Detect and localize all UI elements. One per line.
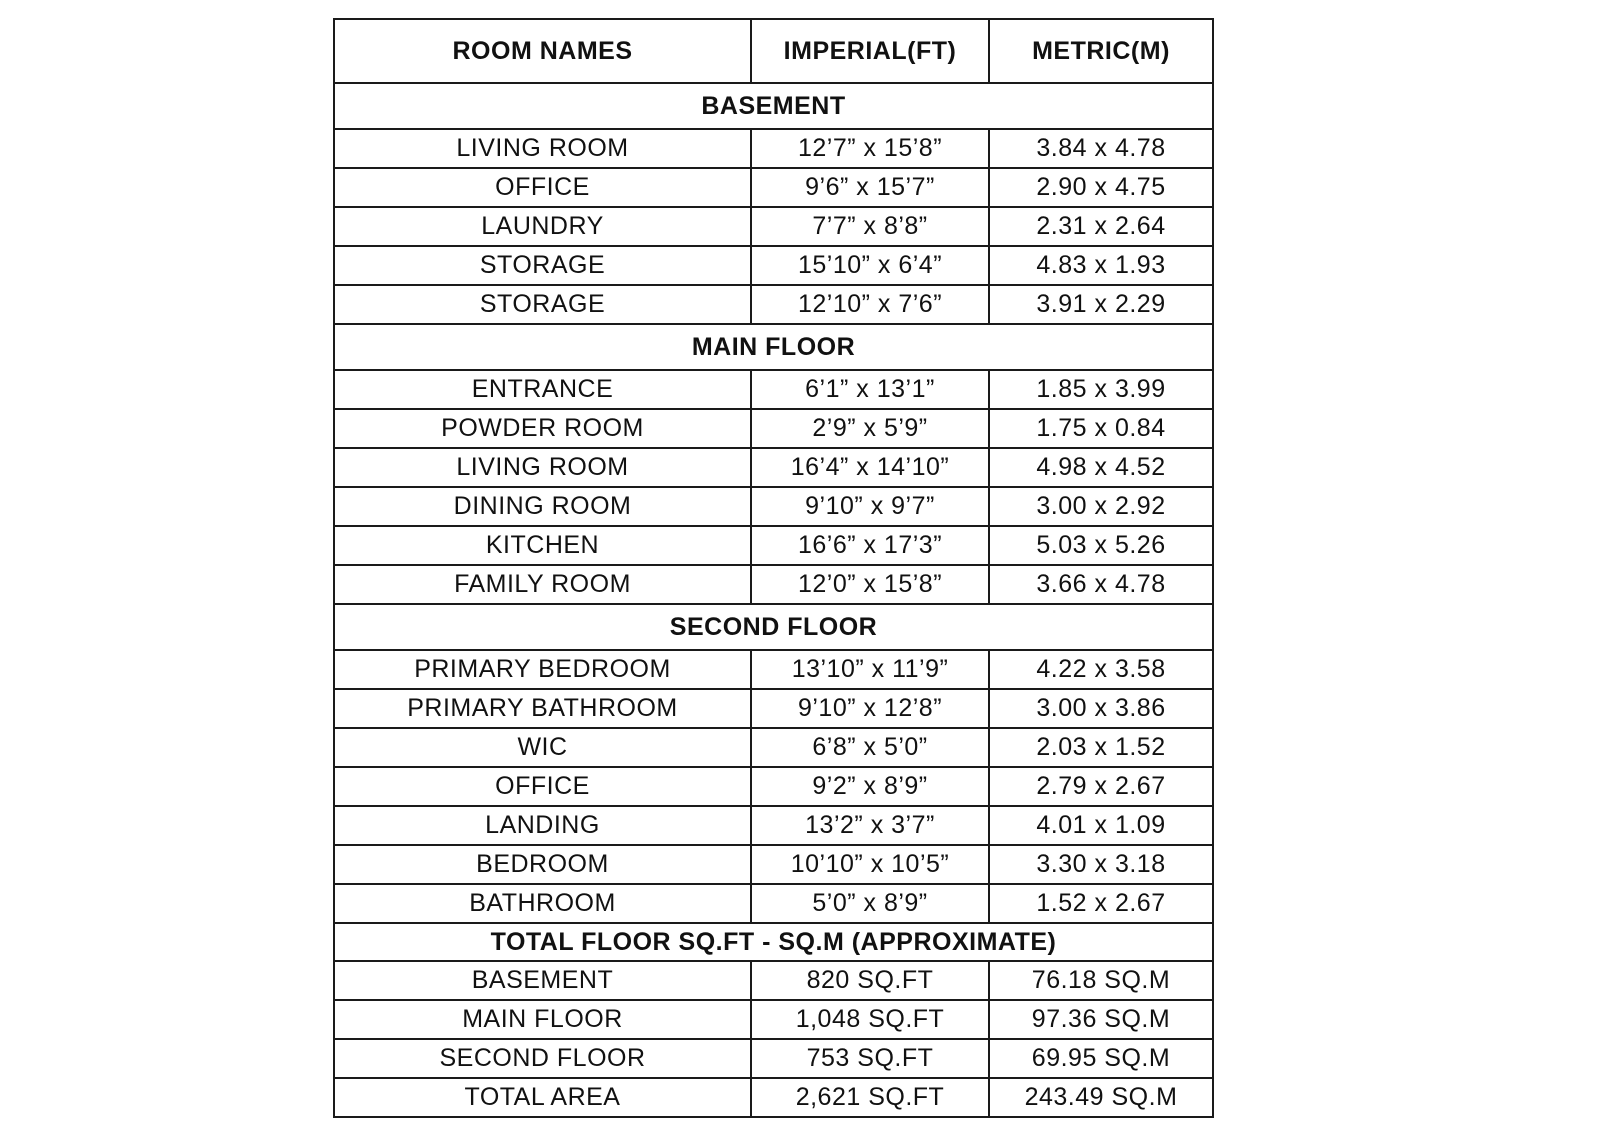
imperial-cell: 16’4” x 14’10” <box>751 448 989 487</box>
room-dimensions-table <box>333 18 1214 1118</box>
room-name-cell: PRIMARY BEDROOM <box>334 650 751 689</box>
imperial-cell: 9’6” x 15’7” <box>751 168 989 207</box>
metric-cell: 1.52 x 2.67 <box>989 884 1213 923</box>
table-row <box>334 767 1213 806</box>
metric-cell: 2.90 x 4.75 <box>989 168 1213 207</box>
metric-cell: 3.91 x 2.29 <box>989 285 1213 324</box>
table-row <box>334 1078 1213 1117</box>
metric-cell: 4.83 x 1.93 <box>989 246 1213 285</box>
room-name-cell: LAUNDRY <box>334 207 751 246</box>
imperial-cell: 9’10” x 9’7” <box>751 487 989 526</box>
table-row <box>334 884 1213 923</box>
imperial-cell: 9’10” x 12’8” <box>751 689 989 728</box>
sqft-cell: 1,048 SQ.FT <box>751 1000 989 1039</box>
imperial-cell: 5’0” x 8’9” <box>751 884 989 923</box>
imperial-cell: 6’8” x 5’0” <box>751 728 989 767</box>
room-name-cell: PRIMARY BATHROOM <box>334 689 751 728</box>
table-row <box>334 207 1213 246</box>
sqft-cell: 820 SQ.FT <box>751 961 989 1000</box>
metric-cell: 2.03 x 1.52 <box>989 728 1213 767</box>
table-row <box>334 129 1213 168</box>
header-row <box>334 19 1213 83</box>
room-name-cell: BEDROOM <box>334 845 751 884</box>
table-row <box>334 246 1213 285</box>
imperial-cell: 12’0” x 15’8” <box>751 565 989 604</box>
room-name-cell: STORAGE <box>334 246 751 285</box>
table-row <box>334 448 1213 487</box>
room-name-cell: LIVING ROOM <box>334 448 751 487</box>
metric-cell: 2.79 x 2.67 <box>989 767 1213 806</box>
room-name-cell: BATHROOM <box>334 884 751 923</box>
sqft-cell: 753 SQ.FT <box>751 1039 989 1078</box>
metric-cell: 3.84 x 4.78 <box>989 129 1213 168</box>
imperial-cell: 13’10” x 11’9” <box>751 650 989 689</box>
table-row <box>334 806 1213 845</box>
table-row <box>334 728 1213 767</box>
table-row <box>334 1000 1213 1039</box>
metric-cell: 2.31 x 2.64 <box>989 207 1213 246</box>
metric-cell: 4.98 x 4.52 <box>989 448 1213 487</box>
section-title: MAIN FLOOR <box>334 324 1213 370</box>
section-totals <box>334 923 1213 961</box>
metric-cell: 3.00 x 3.86 <box>989 689 1213 728</box>
room-name-cell: ENTRANCE <box>334 370 751 409</box>
section-title: SECOND FLOOR <box>334 604 1213 650</box>
table-row <box>334 285 1213 324</box>
sqft-cell: 2,621 SQ.FT <box>751 1078 989 1117</box>
table-row <box>334 961 1213 1000</box>
sqm-cell: 243.49 SQ.M <box>989 1078 1213 1117</box>
header-metric: METRIC(M) <box>989 19 1213 83</box>
imperial-cell: 10’10” x 10’5” <box>751 845 989 884</box>
table-row <box>334 370 1213 409</box>
imperial-cell: 15’10” x 6’4” <box>751 246 989 285</box>
sqm-cell: 76.18 SQ.M <box>989 961 1213 1000</box>
metric-cell: 3.30 x 3.18 <box>989 845 1213 884</box>
section-main-floor <box>334 324 1213 370</box>
table-row <box>334 565 1213 604</box>
table-row <box>334 1039 1213 1078</box>
imperial-cell: 9’2” x 8’9” <box>751 767 989 806</box>
room-name-cell: DINING ROOM <box>334 487 751 526</box>
sqm-cell: 97.36 SQ.M <box>989 1000 1213 1039</box>
metric-cell: 4.22 x 3.58 <box>989 650 1213 689</box>
header-imperial: IMPERIAL(FT) <box>751 19 989 83</box>
metric-cell: 4.01 x 1.09 <box>989 806 1213 845</box>
imperial-cell: 12’10” x 7’6” <box>751 285 989 324</box>
table-row <box>334 526 1213 565</box>
floor-name-cell: MAIN FLOOR <box>334 1000 751 1039</box>
imperial-cell: 13’2” x 3’7” <box>751 806 989 845</box>
metric-cell: 3.00 x 2.92 <box>989 487 1213 526</box>
room-name-cell: STORAGE <box>334 285 751 324</box>
room-name-cell: POWDER ROOM <box>334 409 751 448</box>
room-name-cell: WIC <box>334 728 751 767</box>
room-name-cell: LIVING ROOM <box>334 129 751 168</box>
room-name-cell: KITCHEN <box>334 526 751 565</box>
imperial-cell: 2’9” x 5’9” <box>751 409 989 448</box>
metric-cell: 5.03 x 5.26 <box>989 526 1213 565</box>
imperial-cell: 16’6” x 17’3” <box>751 526 989 565</box>
room-name-cell: LANDING <box>334 806 751 845</box>
table-row <box>334 689 1213 728</box>
metric-cell: 3.66 x 4.78 <box>989 565 1213 604</box>
header-room-names: ROOM NAMES <box>334 19 751 83</box>
table-row <box>334 409 1213 448</box>
section-basement <box>334 83 1213 129</box>
section-title: BASEMENT <box>334 83 1213 129</box>
imperial-cell: 12’7” x 15’8” <box>751 129 989 168</box>
floor-name-cell: SECOND FLOOR <box>334 1039 751 1078</box>
imperial-cell: 6’1” x 13’1” <box>751 370 989 409</box>
totals-title: TOTAL FLOOR SQ.FT - SQ.M (APPROXIMATE) <box>334 923 1213 961</box>
metric-cell: 1.75 x 0.84 <box>989 409 1213 448</box>
room-name-cell: OFFICE <box>334 767 751 806</box>
floor-name-cell: BASEMENT <box>334 961 751 1000</box>
table-row <box>334 487 1213 526</box>
floor-name-cell: TOTAL AREA <box>334 1078 751 1117</box>
room-name-cell: FAMILY ROOM <box>334 565 751 604</box>
imperial-cell: 7’7” x 8’8” <box>751 207 989 246</box>
room-name-cell: OFFICE <box>334 168 751 207</box>
table-row <box>334 168 1213 207</box>
table-row <box>334 845 1213 884</box>
metric-cell: 1.85 x 3.99 <box>989 370 1213 409</box>
section-second-floor <box>334 604 1213 650</box>
table-row <box>334 650 1213 689</box>
sqm-cell: 69.95 SQ.M <box>989 1039 1213 1078</box>
